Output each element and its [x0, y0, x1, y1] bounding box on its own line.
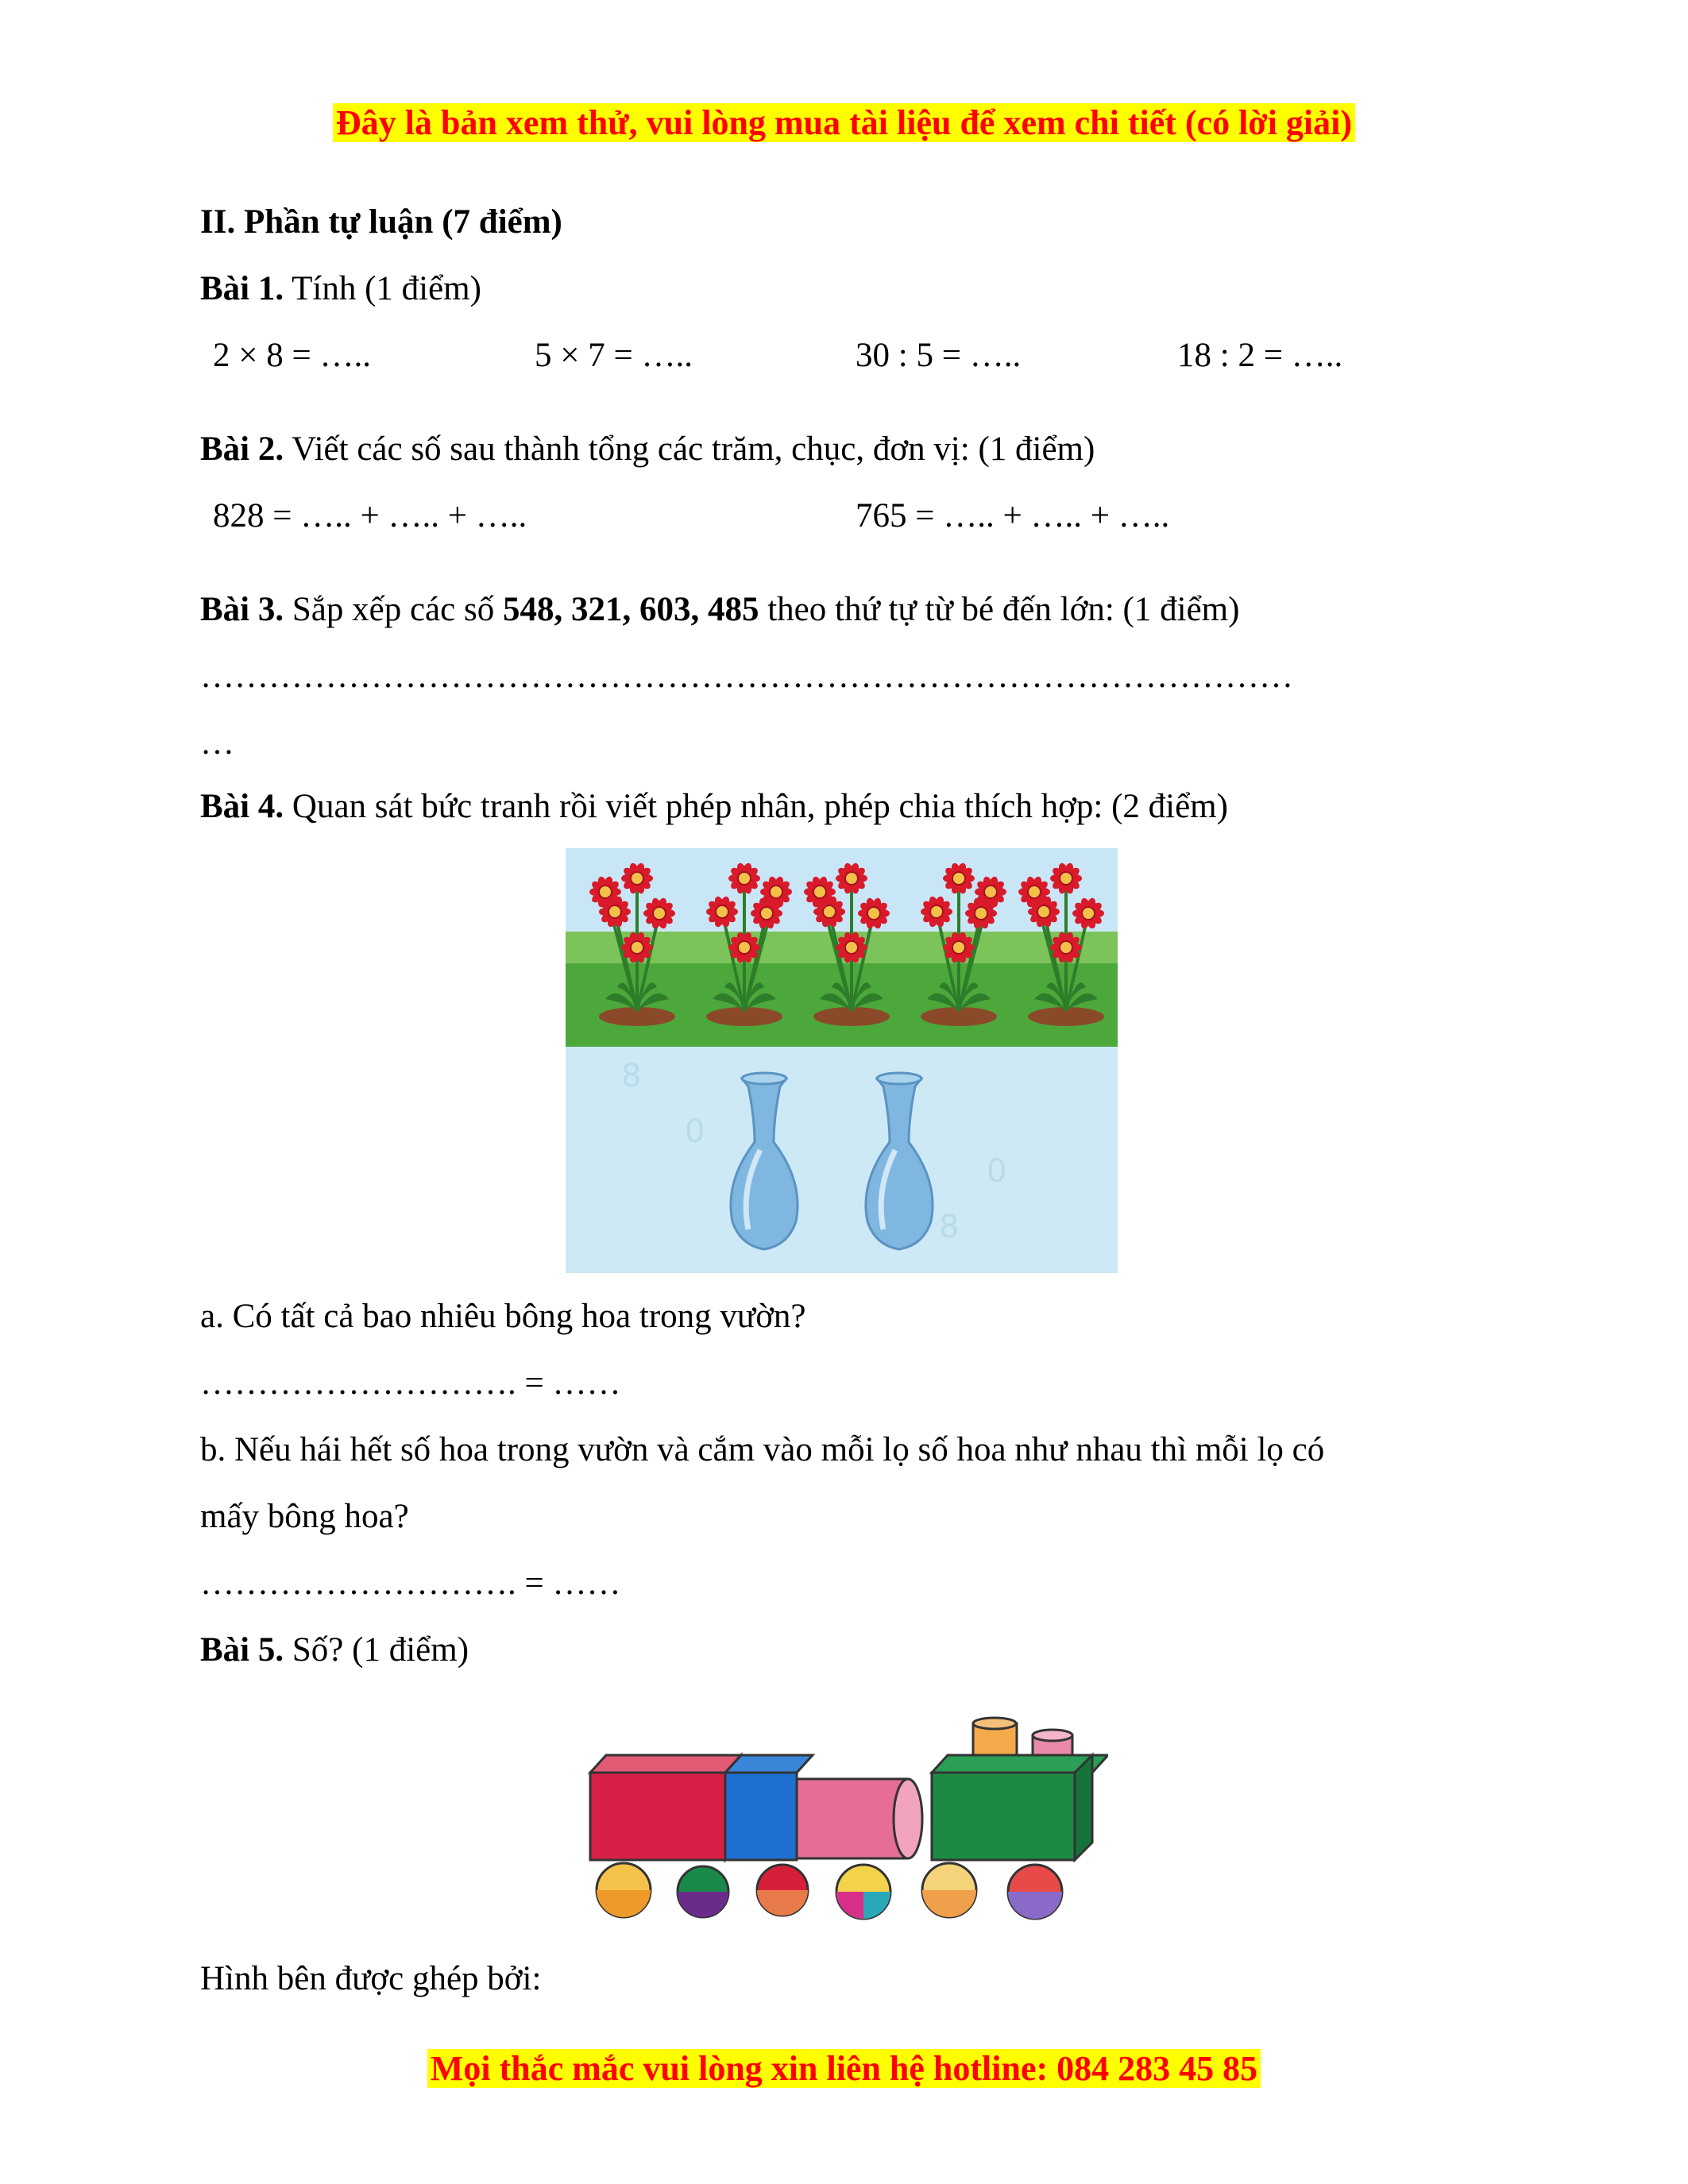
flower-garden-illustration: [566, 848, 1118, 1273]
bai3-answer-dots-continued: …: [200, 724, 234, 762]
bai3-label: Bài 3.: [200, 591, 284, 628]
bai2-text: Viết các số sau thành tổng các trăm, chục, đơn vị: (1 điểm): [284, 430, 1095, 468]
bai1-item: 5 × 7 = …..: [535, 337, 693, 374]
bai1-label: Bài 1.: [200, 270, 284, 307]
bai3-answer-dots: ……………………………………………………………………………………: [200, 658, 1293, 695]
hotline-notice-text: Mọi thắc mắc vui lòng xin liên hệ hotline: 084 283 45 85: [427, 2049, 1261, 2088]
wheel-sphere: [922, 1863, 976, 1917]
bai4-question-a: a. Có tất cả bao nhiêu bông hoa trong vườn?: [200, 1298, 806, 1335]
bai4-text: Quan sát bức tranh rồi viết phép nhân, phép chia thích hợp: (2 điểm): [284, 788, 1228, 825]
bai1-item: 30 : 5 = …..: [856, 337, 1022, 374]
wheel-sphere: [757, 1865, 808, 1916]
wheel-sphere: [597, 1863, 651, 1917]
svg-text:0: 0: [685, 1113, 705, 1150]
hotline-notice-banner: [0, 2046, 1688, 2092]
section-title: II. Phần tự luận (7 điểm): [200, 203, 562, 241]
svg-text:8: 8: [939, 1209, 960, 1245]
svg-text:0: 0: [987, 1153, 1007, 1190]
bai5-caption: Hình bên được ghép bởi:: [200, 1960, 542, 1997]
bai5-text: Số? (1 điểm): [284, 1631, 469, 1669]
bai5-label: Bài 5.: [200, 1631, 284, 1669]
bai4-heading: [200, 785, 1228, 829]
wheel-sphere: [678, 1866, 728, 1917]
bai3-text-before: Sắp xếp các số: [284, 591, 503, 628]
preview-notice-text: Đây là bản xem thử, vui lòng mua tài liệu để xem chi tiết (có lời giải): [333, 103, 1355, 142]
bai5-heading: [200, 1628, 469, 1673]
bai1-item: 2 × 8 = …..: [213, 337, 372, 374]
bai2-heading: [200, 427, 1095, 472]
bai2-label: Bài 2.: [200, 430, 284, 468]
block-train-illustration: [584, 1715, 1108, 1922]
bai3-numbers: 548, 321, 603, 485: [502, 591, 759, 628]
bai4-label: Bài 4.: [200, 788, 284, 825]
wheel-sphere: [836, 1865, 890, 1919]
preview-notice-banner: [0, 100, 1688, 146]
bai3-heading: [200, 588, 1239, 632]
bai3-text-after: theo thứ tự từ bé đến lớn: (1 điểm): [759, 591, 1240, 628]
bai4-answer-b: ………………………. = ……: [200, 1565, 621, 1602]
bai4-question-b-continued: mấy bông hoa?: [200, 1498, 409, 1535]
wheel-sphere: [1008, 1865, 1062, 1919]
svg-text:8: 8: [621, 1058, 642, 1094]
bai1-heading: [200, 267, 481, 311]
bai2-item: 828 = ….. + ….. + …..: [213, 497, 527, 534]
bai4-question-b: b. Nếu hái hết số hoa trong vườn và cắm vào mỗi lọ số hoa như nhau thì mỗi lọ có: [200, 1431, 1325, 1468]
bai2-item: 765 = ….. + ….. + …..: [856, 497, 1170, 534]
bai4-answer-a: ………………………. = ……: [200, 1364, 621, 1402]
bai1-text: Tính (1 điểm): [284, 270, 481, 307]
bai1-item: 18 : 2 = …..: [1177, 337, 1343, 374]
